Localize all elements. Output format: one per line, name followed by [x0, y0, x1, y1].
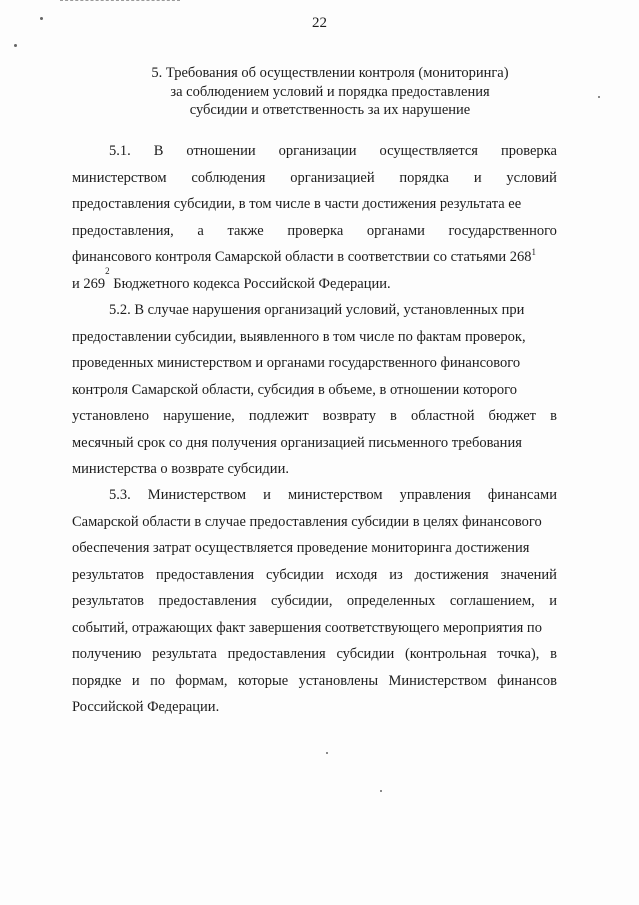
- word: в: [550, 646, 557, 662]
- word: и: [549, 593, 557, 609]
- word: точка),: [497, 646, 540, 662]
- word: предоставления: [227, 646, 326, 662]
- word: в: [390, 408, 397, 424]
- word: и: [473, 169, 482, 186]
- word: бюджет: [488, 408, 536, 424]
- word: определенных: [346, 593, 436, 609]
- word: в: [550, 408, 557, 424]
- word: результата: [152, 646, 217, 662]
- line-text: министерства о возврате субсидии.: [72, 461, 289, 477]
- word: предоставления: [155, 566, 255, 583]
- superscript: 1: [531, 247, 537, 257]
- word: организацией: [290, 169, 375, 186]
- text-line: [72, 324, 557, 351]
- line-text: Самарской области в случае предоставления субсидии в целях финансового: [72, 513, 542, 530]
- word: условий: [506, 169, 557, 186]
- word: финансами: [487, 487, 557, 503]
- word: осуществляется: [379, 143, 478, 159]
- text-line: [72, 535, 557, 562]
- line-text: обеспечения затрат осуществляется проведение мониторинга достижения: [72, 540, 530, 556]
- paragraph-5-1: [72, 138, 557, 297]
- word: (контрольная: [404, 646, 487, 662]
- word: проверка: [500, 143, 557, 159]
- word: организации: [278, 143, 357, 159]
- text-line: [72, 615, 557, 642]
- word: Министерством: [388, 672, 487, 689]
- text-line: [72, 562, 557, 589]
- word: областной: [410, 408, 475, 424]
- word: установлены: [298, 672, 379, 689]
- text-line: [72, 509, 557, 536]
- word: подлежит: [248, 408, 309, 424]
- text-line: [72, 668, 557, 695]
- word: министерством: [287, 487, 383, 503]
- line-text: [72, 244, 536, 271]
- line-text: контроля Самарской области, субсидия в объеме, в отношении которого: [72, 381, 517, 398]
- line-text: предоставлении субсидии, выявленного в том числе по фактам проверок,: [72, 328, 526, 345]
- word: финансов: [497, 672, 557, 689]
- text-line: [72, 456, 557, 483]
- word: 5.1.: [109, 143, 131, 159]
- line-text: предоставления субсидии, в том числе в части достижения результата ее: [72, 196, 522, 212]
- text-line: [72, 403, 557, 430]
- word: получению: [72, 646, 142, 662]
- word: субсидии,: [271, 593, 333, 609]
- word: 5.3.: [109, 487, 131, 503]
- word: субсидии: [336, 646, 395, 662]
- word: и: [263, 487, 271, 503]
- section-heading: [80, 64, 580, 120]
- text-line: [72, 482, 557, 509]
- text-line: [72, 588, 557, 615]
- heading-line: субсидии и ответственность за их нарушение: [189, 102, 471, 118]
- paragraph-5-3: [72, 482, 557, 721]
- word: а: [197, 222, 204, 239]
- text-line: [72, 430, 557, 457]
- scan-speck: [598, 96, 600, 98]
- heading-line: за соблюдением условий и порядка предоставления: [170, 83, 490, 100]
- text-line: [72, 350, 557, 377]
- line-text-main: финансового контроля Самарской области в соответствии со статьями 268: [72, 249, 532, 265]
- scan-speck: [380, 790, 382, 792]
- line-text: событий, отражающих факт завершения соответствующего мероприятия по: [72, 619, 542, 636]
- word: управления: [399, 487, 471, 503]
- scan-speck: [326, 752, 328, 754]
- word: министерством: [72, 169, 167, 186]
- word: установлено: [72, 408, 149, 424]
- word: субсидии: [266, 566, 324, 583]
- word: органами: [366, 222, 425, 239]
- word: соглашением,: [449, 593, 535, 609]
- scan-speck: [14, 44, 17, 47]
- heading-line: 5. Требования об осуществлении контроля (мониторинга): [151, 65, 509, 81]
- word: нарушение,: [163, 408, 235, 424]
- word: В: [153, 143, 164, 159]
- word: которые: [237, 672, 289, 689]
- word: достижения: [414, 566, 489, 583]
- word: результатов: [72, 593, 145, 609]
- word: по: [150, 672, 166, 689]
- superscript: 2: [105, 265, 110, 276]
- word: значений: [500, 566, 557, 583]
- text-line: [72, 165, 557, 192]
- line-text: Российской Федерации.: [72, 699, 220, 715]
- page-number: 22: [312, 15, 327, 31]
- word: соблюдения: [191, 169, 266, 186]
- word: результатов: [72, 566, 145, 583]
- word: возврату: [322, 408, 376, 424]
- text-line: [72, 641, 557, 668]
- word: отношении: [186, 143, 256, 159]
- word: порядке: [72, 672, 122, 689]
- line-text: 5.2. В случае нарушения организаций условий, установленных при: [109, 302, 525, 318]
- word: Министерством: [147, 487, 247, 503]
- line-text: Бюджетного кодекса Российской Федерации.: [109, 275, 391, 292]
- text-line: [72, 244, 557, 271]
- scan-top-edge: [60, 0, 180, 3]
- word: предоставления: [158, 593, 257, 609]
- line-text: проведенных министерством и органами государственного финансового: [72, 355, 521, 371]
- paragraph-5-2: [72, 297, 557, 483]
- word: и: [131, 672, 140, 689]
- text-line: [72, 297, 557, 324]
- line-text: месячный срок со дня получения организацией письменного требования: [72, 434, 522, 451]
- word: формам,: [175, 672, 228, 689]
- text-line: [72, 265, 557, 298]
- text-line: [72, 138, 557, 165]
- text-line: [72, 377, 557, 404]
- text-line: [72, 191, 557, 218]
- line-text: и 269: [72, 275, 106, 292]
- text-line: [72, 694, 557, 721]
- word: из: [389, 566, 403, 583]
- word: исходя: [335, 566, 378, 583]
- word: государственного: [448, 222, 557, 239]
- text-line: [72, 218, 557, 245]
- word: проверка: [287, 222, 344, 239]
- word: также: [227, 222, 264, 239]
- word: предоставления,: [72, 222, 174, 239]
- word: порядка: [399, 169, 449, 186]
